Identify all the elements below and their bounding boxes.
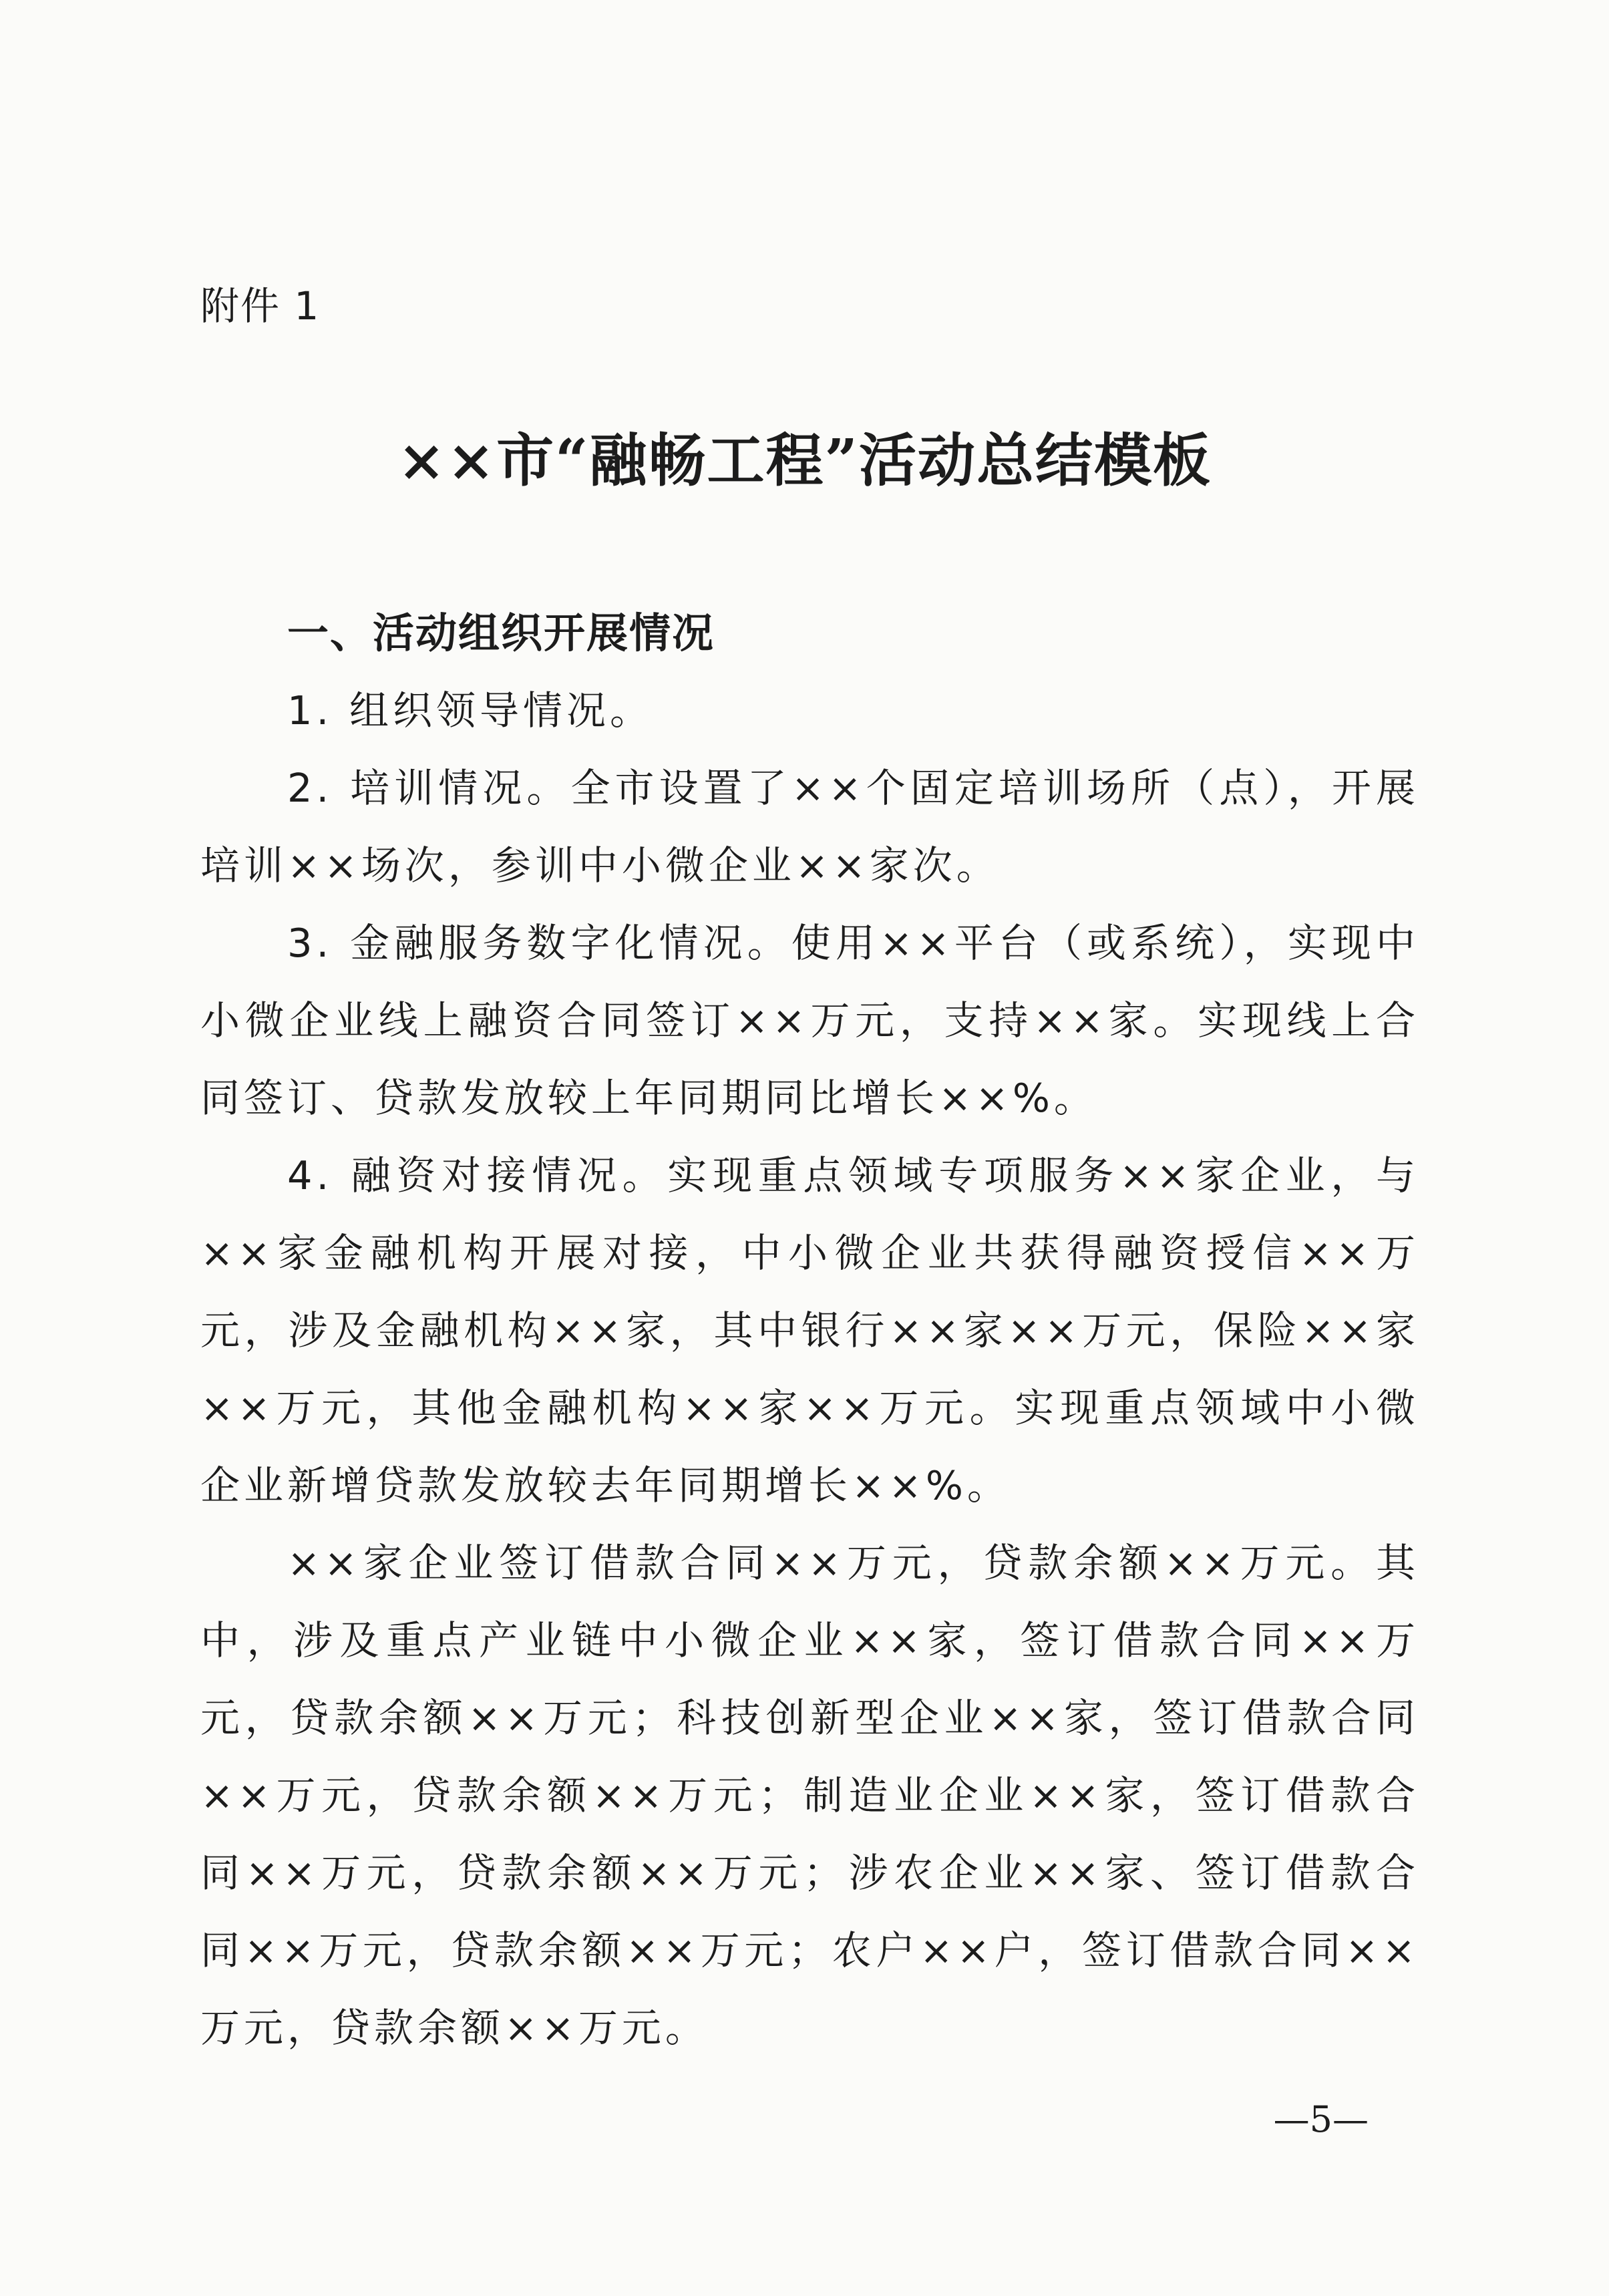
document-body [200,595,1419,2067]
paragraph-organization: 1. 组织领导情况。 [287,687,654,733]
page-number: —5— [1273,2098,1369,2140]
page-title: ××市“融畅工程”活动总结模板 [397,427,1212,494]
paragraph-financing: 4. 融资对接情况。实现重点领域专项服务××家企业，与××家金融机构开展对接，中小微企业共获得融资授信××万元，涉及金融机构××家，其中银行××家××万元，保险××家××万元，其他金融机构××家××万元。实现重点领域中小微企业新增贷款发放较去年同期增长××%。 [200,1152,1419,1508]
section-heading: 一、活动组织开展情况 [287,609,715,657]
paragraph-loans: ××家企业签订借款合同××万元，贷款余额××万元。其中，涉及重点产业链中小微企业××家，签订借款合同××万元，贷款余额××万元；科技创新型企业××家，签订借款合同××万元，贷款余额××万元；制造业企业××家，签订借款合同××万元，贷款余额××万元；涉农企业××家、签订借款合同××万元，贷款余额××万元；农户××户，签订借款合同××万元，贷款余额××万元。 [200,1540,1419,2051]
paragraph-digitalization: 3. 金融服务数字化情况。使用××平台（或系统），实现中小微企业线上融资合同签订××万元，支持××家。实现线上合同签订、贷款发放较上年同期同比增长××%。 [200,920,1419,1121]
paragraph-training: 2. 培训情况。全市设置了××个固定培训场所（点），开展培训××场次，参训中小微企业××家次。 [200,765,1419,888]
attachment-label: 附件 1 [200,283,321,329]
